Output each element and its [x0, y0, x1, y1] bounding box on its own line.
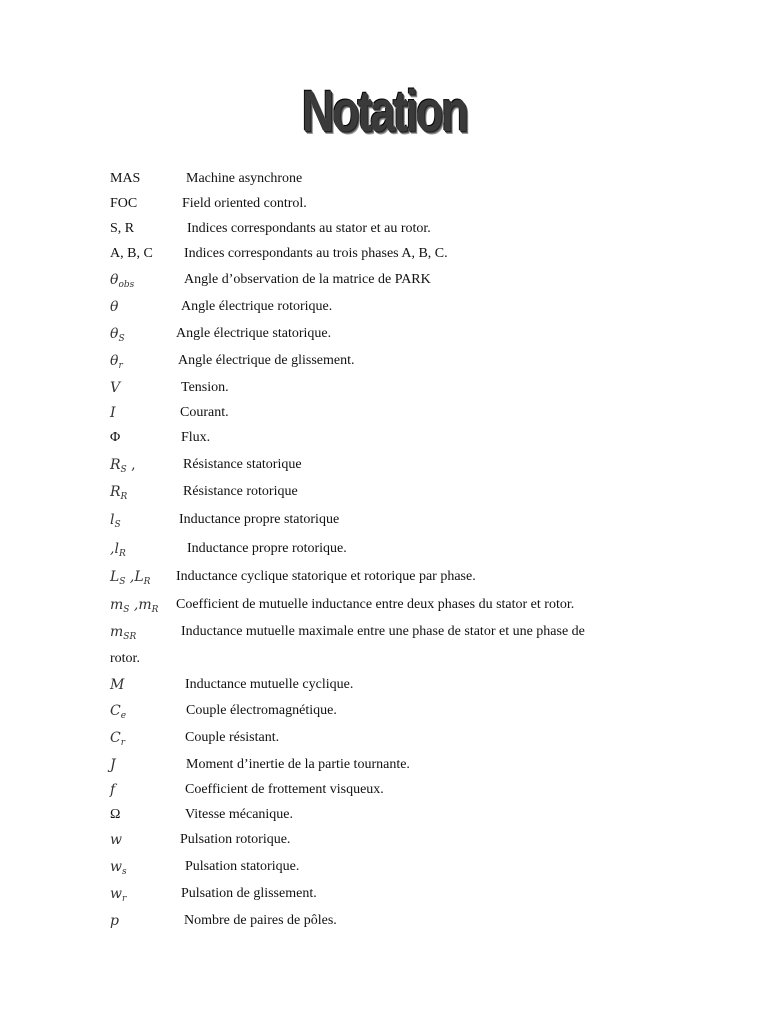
notation-description: Vitesse mécanique.	[185, 807, 294, 822]
symbol-text: R	[110, 484, 121, 500]
symbol-text-2: ,L	[125, 569, 144, 585]
symbol-subscript: s	[121, 867, 127, 877]
notation-description: Inductance propre rotorique.	[187, 541, 347, 556]
notation-description: Pulsation rotorique.	[180, 832, 291, 847]
notation-symbol	[110, 170, 140, 188]
notation-symbol	[110, 352, 123, 375]
symbol-subscript: S	[114, 520, 121, 530]
notation-symbol	[110, 756, 116, 774]
notation-description: Coefficient de mutuelle inductance entre deux phases du stator et rotor.	[176, 597, 575, 612]
symbol-subscript: R	[120, 492, 128, 502]
notation-description: Pulsation de glissement.	[181, 886, 317, 901]
notation-description: Résistance rotorique	[183, 484, 298, 499]
symbol-text: Φ	[110, 430, 121, 445]
symbol-text: S, R	[110, 221, 135, 236]
symbol-text: θ	[110, 353, 119, 369]
notation-symbol	[110, 676, 124, 694]
notation-description: Machine asynchrone	[186, 171, 303, 186]
symbol-suffix: ,	[126, 457, 136, 473]
symbol-subscript-2: R	[151, 605, 159, 615]
symbol-subscript-2: R	[143, 577, 151, 587]
notation-description: Indices correspondants au trois phases A, B, C.	[184, 246, 448, 261]
notation-symbol	[110, 806, 120, 824]
notation-description: rotor.	[110, 651, 140, 666]
symbol-text: l	[110, 512, 115, 528]
symbol-text: C	[110, 703, 121, 719]
symbol-subscript: S	[123, 605, 130, 615]
symbol-subscript: S	[119, 577, 126, 587]
notation-symbol	[110, 511, 121, 534]
notation-symbol	[110, 623, 136, 646]
symbol-subscript: r	[120, 738, 126, 748]
notation-symbol	[110, 912, 119, 930]
notation-description: Angle électrique rotorique.	[181, 299, 333, 314]
notation-symbol	[110, 456, 136, 479]
symbol-text: θ	[110, 326, 119, 342]
notation-description: Inductance mutuelle cyclique.	[185, 677, 354, 692]
notation-description: Angle électrique de glissement.	[178, 353, 355, 368]
symbol-subscript: obs	[118, 280, 135, 290]
symbol-subscript: r	[118, 361, 123, 371]
symbol-text: L	[110, 569, 120, 585]
symbol-text: f	[110, 782, 116, 798]
notation-description: Flux.	[181, 430, 211, 445]
notation-description: Tension.	[181, 380, 229, 395]
symbol-subscript: SR	[123, 632, 137, 642]
notation-symbol	[110, 781, 115, 799]
notation-symbol	[110, 195, 137, 213]
notation-symbol	[110, 220, 134, 238]
notation-symbol	[110, 596, 158, 619]
notation-symbol	[110, 885, 126, 908]
notation-description: Inductance mutuelle maximale entre une phase de stator et une phase de	[181, 624, 585, 639]
notation-description: Couple résistant.	[185, 730, 280, 745]
notation-description: Angle électrique statorique.	[176, 326, 332, 341]
notation-description: Couple électromagnétique.	[186, 703, 337, 718]
notation-description: Indices correspondants au stator et au rotor.	[187, 221, 431, 236]
notation-description: Moment d’inertie de la partie tournante.	[186, 757, 410, 772]
symbol-text: FOC	[110, 196, 138, 211]
notation-description: Courant.	[180, 405, 229, 420]
notation-symbol	[110, 568, 150, 591]
symbol-text: R	[110, 457, 121, 473]
notation-symbol	[110, 702, 126, 725]
notation-symbol	[110, 404, 116, 422]
symbol-text: m	[110, 624, 124, 640]
notation-description: Field oriented control.	[182, 196, 307, 211]
symbol-text: p	[110, 913, 119, 929]
notation-symbol	[110, 729, 125, 752]
symbol-text: θ	[110, 272, 119, 288]
notation-symbol	[110, 245, 153, 263]
notation-description: Résistance statorique	[183, 457, 302, 472]
symbol-text: w	[110, 832, 122, 848]
page-title: Notation	[301, 79, 467, 144]
symbol-subscript: e	[120, 711, 127, 721]
notation-symbol	[110, 298, 118, 316]
symbol-text: w	[110, 859, 122, 875]
notation-symbol	[110, 858, 127, 881]
notation-symbol	[110, 483, 127, 506]
notation-description: Pulsation statorique.	[185, 859, 300, 874]
notation-description: Inductance cyclique statorique et rotorique par phase.	[176, 569, 476, 584]
symbol-text: m	[110, 597, 124, 613]
notation-symbol	[110, 831, 122, 849]
symbol-subscript: R	[118, 549, 126, 559]
symbol-subscript: S	[118, 334, 125, 344]
symbol-text: J	[110, 757, 116, 773]
symbol-text: MAS	[110, 171, 141, 186]
notation-symbol	[110, 271, 134, 294]
notation-symbol	[110, 325, 125, 348]
symbol-subscript: r	[121, 894, 127, 904]
symbol-text: M	[110, 677, 125, 693]
notation-symbol	[110, 540, 126, 563]
symbol-text: A, B, C	[110, 246, 153, 261]
symbol-subscript: S	[120, 465, 127, 475]
symbol-text: θ	[110, 299, 119, 315]
symbol-text-2: ,m	[129, 597, 152, 613]
symbol-text: Ω	[110, 807, 121, 822]
notation-symbol	[110, 429, 120, 447]
notation-description: Inductance propre statorique	[179, 512, 340, 527]
symbol-text: ,l	[110, 541, 119, 557]
notation-symbol	[110, 379, 120, 397]
symbol-text: w	[110, 886, 122, 902]
symbol-text: C	[110, 730, 121, 746]
notation-description: Coefficient de frottement visqueux.	[185, 782, 384, 797]
notation-description: Angle d’observation de la matrice de PARK	[184, 272, 431, 287]
notation-description: Nombre de paires de pôles.	[184, 913, 337, 928]
symbol-text: I	[110, 405, 116, 421]
symbol-text: V	[110, 380, 121, 396]
